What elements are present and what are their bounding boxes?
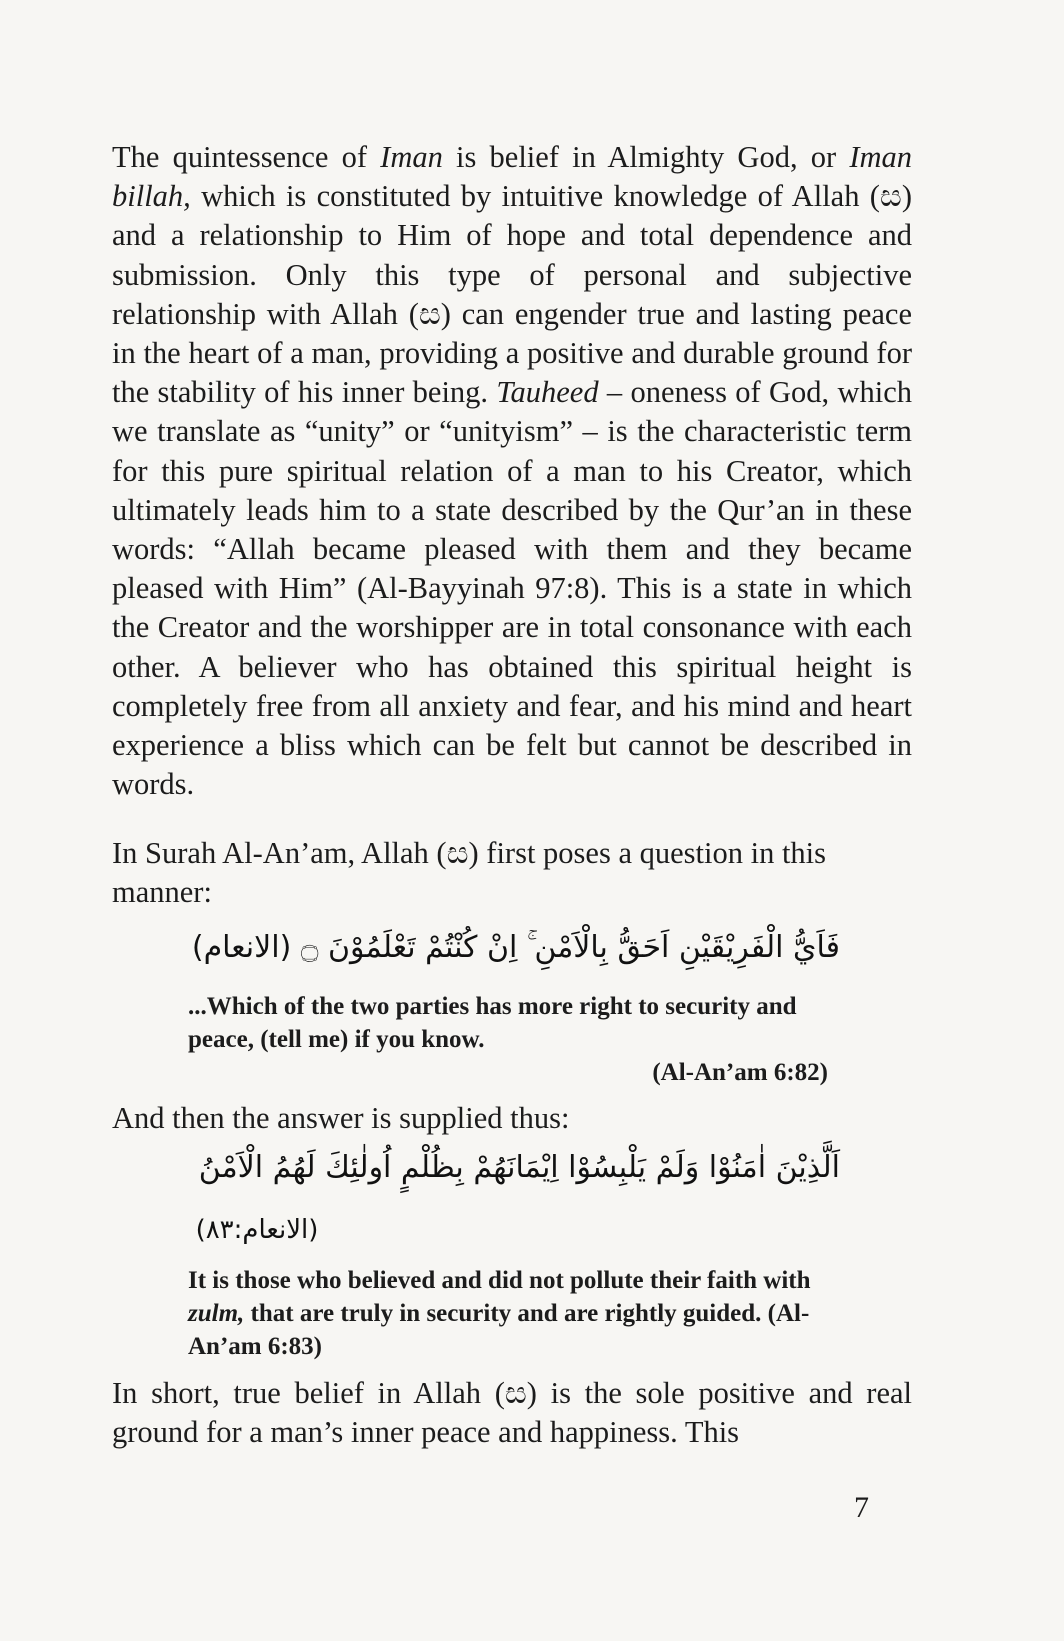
para-1-term-iman: Iman [380,140,443,174]
arabic-verse-1: فَاَيُّ الْفَرِيْقَيْنِ اَحَقُّ بِالْاَمْنِ ۚ اِنْ كُنْتُمْ تَعْلَمُوْنَ ۝ (الانعام) [191,930,840,965]
arabic-verse-2-reference: (الانعام:٨٣) [195,1215,319,1245]
translation-1-text: ...Which of the two parties has more right to security and peace, (tell me) if you know. [188,993,797,1053]
para-1-text-d: – oneness of God, which we translate as “unity” or “unityism” – is the characteristic term for this pure spiritual relation of a man to his Creator, which ultimately leads him to a state described by the Qur’an in these words: “Allah became pleased with them and they became pleased with Him” (Al-Bayyinah 97:8). This is a state in which the Creator and the worshipper are in total consonance with each other. A believer who has obtained this spiritual height is completely free from all anxiety and fear, and his mind and heart experience a bliss which can be felt but cannot be described in words. [112,375,912,802]
translation-2-term-zulm: zulm, [188,1300,245,1327]
para-1-term-tauheed: Tauheed [496,375,599,410]
translation-2-text-a: It is those who believed and did not pollute their faith with [188,1267,811,1294]
para-1-text-c: which is constituted by intuitive knowledge of Allah (ස) and a relationship to Him of hope and total dependence and submission. Only this type of personal and subjective relationship with Allah (ස) can engender true and lasting peace in the heart of a man, providing a positive and durable ground for the stability of his inner being. [112,179,912,410]
para-1-term-iman-billah: Iman billah, [112,140,912,214]
para-1-text-a: The quintessence of [112,140,381,174]
body-paragraph-3: And then the answer is supplied thus: [112,1101,570,1135]
verse-translation-2 [188,1264,828,1363]
arabic-verse-2: اَلَّذِيْنَ اٰمَنُوْا وَلَمْ يَلْبِسُوْا اِيْمَانَهُمْ بِظُلْمٍ اُولٰئِكَ لَهُمُ الْاَمْنُ [198,1150,840,1185]
translation-1-citation: (Al-An’am 6:82) [652,1059,828,1086]
translation-2-text-b: that are truly in security and are rightly guided. (Al-An’am 6:83) [188,1300,810,1360]
verse-translation-1 [188,990,828,1089]
body-paragraph-2: In Surah Al-An’am, Allah (ස) first poses a question in this manner: [112,836,827,910]
para-1-text-b: is belief in Almighty God, or [442,140,850,174]
page-number: 7 [854,1491,869,1524]
body-paragraph-1 [112,138,912,804]
body-paragraph-4: In short, true belief in Allah (ස) is the sole positive and real ground for a man’s inner peace and happiness. This [112,1376,912,1450]
